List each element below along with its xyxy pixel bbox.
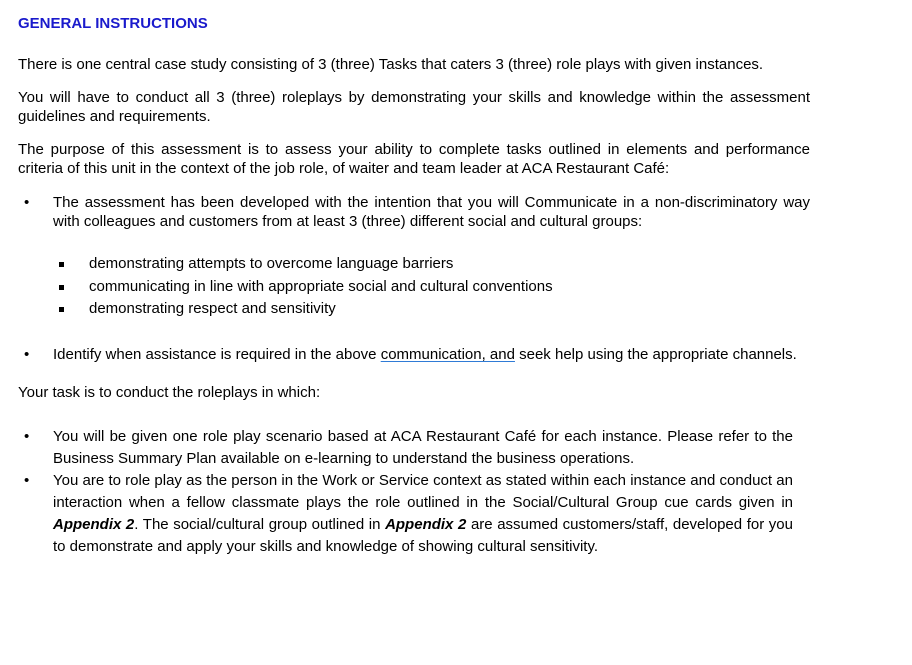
appendix-reference: Appendix 2 xyxy=(385,515,467,533)
bullet-text-part1: You are to role play as the person in the Work or Service context as stated within each instance and conduct an interaction when a fellow classmate plays the role outlined in the Social/Cultural Group cue cards given in xyxy=(53,471,793,511)
bullet-text: The assessment has been developed with the intention that you will Communicate in a non-discriminatory way with colleagues and customers from at least 3 (three) different social and cultural groups: xyxy=(53,194,810,230)
paragraph-roleplays: You will have to conduct all 3 (three) roleplays by demonstrating your skills and knowledge within the assessment guidelines and requirements. xyxy=(18,89,810,125)
bullet-list-tasks xyxy=(18,426,810,558)
bullet-text-part3: are assumed customers/staff, developed for you to demonstrate and apply your skills and knowledge of showing cultural sensitivity. xyxy=(53,515,793,555)
square-bullet-icon xyxy=(59,262,64,267)
list-item xyxy=(18,253,810,276)
document-page xyxy=(18,14,810,558)
list-item xyxy=(18,470,810,558)
bullet-icon: • xyxy=(24,194,30,211)
list-item xyxy=(18,345,810,364)
bullet-text-part2: . The social/cultural group outlined in xyxy=(134,515,386,533)
page-heading: GENERAL INSTRUCTIONS xyxy=(18,15,208,32)
bullet-list-assistance xyxy=(18,345,810,364)
bullet-text: You will be given one role play scenario based at ACA Restaurant Café for each instance. Please refer to the Business Summary Plan available on e-learning to understand the business operations. xyxy=(53,427,793,467)
list-item xyxy=(18,276,810,299)
bullet-text-end: seek help using the appropriate channels. xyxy=(514,345,797,363)
square-bullet-icon xyxy=(59,307,64,312)
sub-bullet-text: demonstrating attempts to overcome language barriers xyxy=(89,255,454,272)
grammar-underline-text[interactable]: communication, and xyxy=(380,345,515,363)
bullet-icon: • xyxy=(24,345,30,363)
task-intro: Your task is to conduct the roleplays in which: xyxy=(18,383,321,401)
square-bullet-icon xyxy=(59,285,64,290)
appendix-reference: Appendix 2 xyxy=(53,515,135,533)
list-item xyxy=(18,426,810,470)
bullet-icon: • xyxy=(24,427,30,445)
bullet-text-start: Identify when assistance is required in the above xyxy=(53,345,381,363)
paragraph-purpose: The purpose of this assessment is to assess your ability to complete tasks outlined in elements and performance criteria of this unit in the context of the job role, of waiter and team leader at ACA Restaurant Café: xyxy=(18,141,810,177)
paragraph-case-study: There is one central case study consisting of 3 (three) Tasks that caters 3 (three) role plays with given instances. xyxy=(18,56,764,73)
bullet-list-assessment xyxy=(18,193,810,231)
list-item xyxy=(18,298,810,321)
sub-bullet-text: demonstrating respect and sensitivity xyxy=(89,300,336,317)
list-item xyxy=(18,193,810,231)
bullet-icon: • xyxy=(24,471,30,489)
sub-bullet-list xyxy=(18,253,810,321)
sub-bullet-text: communicating in line with appropriate social and cultural conventions xyxy=(89,277,553,295)
